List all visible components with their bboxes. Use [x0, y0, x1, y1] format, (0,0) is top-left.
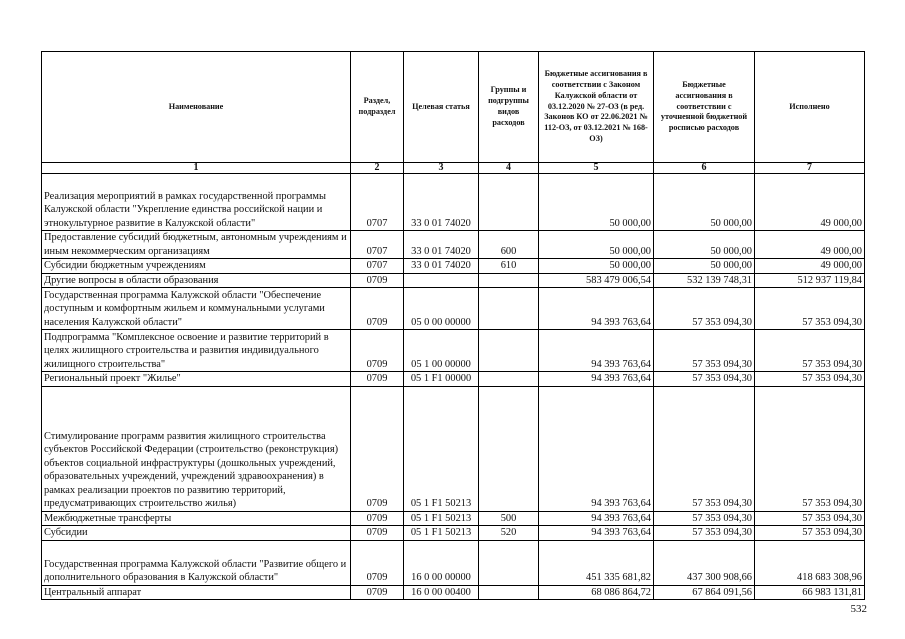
row-group [479, 585, 539, 600]
row-section: 0709 [351, 330, 404, 372]
header-budget-law: Бюджетные ассигнования в соответствии с Законом Калужской области от 03.12.2020 № 27-ОЗ (в ред. Законов КО от 22.06.2021 № 112-ОЗ, от 03.12.2021 № 168-ОЗ) [539, 52, 654, 163]
row-name: Межбюджетные трансферты [42, 511, 351, 526]
column-number: 1 [42, 163, 351, 174]
row-section: 0709 [351, 273, 404, 288]
row-name: Субсидии бюджетным учреждениям [42, 259, 351, 274]
row-name: Предоставление субсидий бюджетным, автономным учреждениям и иным некоммерческим организациям [42, 231, 351, 259]
row-article: 05 1 F1 50213 [404, 386, 479, 511]
row-name: Стимулирование программ развития жилищного строительства субъектов Российской Федерации (строительство (реконструкция) объектов социальной инфраструктуры (дошкольных учреждений, образовательных учреждений, учреждений здравоохранения) в рамках реализации проектов по развитию территорий, предусматривающих строительство жилья) [42, 386, 351, 511]
row-section: 0709 [351, 372, 404, 387]
row-group [479, 372, 539, 387]
row-group: 610 [479, 259, 539, 274]
row-group [479, 174, 539, 231]
row-budget-roll: 57 353 094,30 [654, 526, 755, 541]
row-budget-law: 94 393 763,64 [539, 386, 654, 511]
row-budget-roll: 67 864 091,56 [654, 585, 755, 600]
row-section: 0709 [351, 540, 404, 585]
row-executed: 418 683 308,96 [755, 540, 865, 585]
row-article: 33 0 01 74020 [404, 259, 479, 274]
row-budget-roll: 57 353 094,30 [654, 330, 755, 372]
row-budget-roll: 50 000,00 [654, 231, 755, 259]
row-executed: 66 983 131,81 [755, 585, 865, 600]
row-name: Государственная программа Калужской области "Обеспечение доступным и комфортным жильем и коммунальными услугами населения Калужской области" [42, 288, 351, 330]
row-article: 05 0 00 00000 [404, 288, 479, 330]
row-name: Центральный аппарат [42, 585, 351, 600]
row-executed: 512 937 119,84 [755, 273, 865, 288]
row-section: 0709 [351, 585, 404, 600]
row-article: 05 1 F1 50213 [404, 526, 479, 541]
row-group [479, 288, 539, 330]
row-section: 0707 [351, 231, 404, 259]
header-section: Раздел, подраздел [351, 52, 404, 163]
column-number: 7 [755, 163, 865, 174]
row-budget-law: 94 393 763,64 [539, 372, 654, 387]
row-section: 0707 [351, 259, 404, 274]
row-section: 0707 [351, 174, 404, 231]
row-article: 33 0 01 74020 [404, 174, 479, 231]
row-group [479, 273, 539, 288]
row-budget-law: 94 393 763,64 [539, 526, 654, 541]
row-group [479, 386, 539, 511]
row-group: 600 [479, 231, 539, 259]
row-group: 520 [479, 526, 539, 541]
header-row [42, 52, 865, 163]
row-article: 33 0 01 74020 [404, 231, 479, 259]
row-section: 0709 [351, 511, 404, 526]
row-budget-law: 50 000,00 [539, 259, 654, 274]
table-row [42, 540, 865, 585]
table-row [42, 273, 865, 288]
table-row [42, 231, 865, 259]
row-executed: 57 353 094,30 [755, 526, 865, 541]
row-budget-roll: 57 353 094,30 [654, 511, 755, 526]
table-row [42, 174, 865, 231]
row-article: 05 1 00 00000 [404, 330, 479, 372]
table-row [42, 259, 865, 274]
column-number: 4 [479, 163, 539, 174]
header-name: Наименование [42, 52, 351, 163]
row-executed: 49 000,00 [755, 231, 865, 259]
row-executed: 57 353 094,30 [755, 372, 865, 387]
column-number: 6 [654, 163, 755, 174]
row-executed: 49 000,00 [755, 174, 865, 231]
row-section: 0709 [351, 288, 404, 330]
row-name: Подпрограмма "Комплексное освоение и развитие территорий в целях жилищного строительства и развития индивидуального жилищного строительства" [42, 330, 351, 372]
row-name: Субсидии [42, 526, 351, 541]
row-article: 05 1 F1 50213 [404, 511, 479, 526]
row-budget-law: 94 393 763,64 [539, 288, 654, 330]
table-row [42, 386, 865, 511]
row-budget-law: 94 393 763,64 [539, 330, 654, 372]
budget-table [41, 51, 865, 600]
row-budget-roll: 532 139 748,31 [654, 273, 755, 288]
row-executed: 57 353 094,30 [755, 511, 865, 526]
row-name: Региональный проект "Жилье" [42, 372, 351, 387]
column-number: 3 [404, 163, 479, 174]
row-group: 500 [479, 511, 539, 526]
row-executed: 57 353 094,30 [755, 288, 865, 330]
row-group [479, 540, 539, 585]
row-budget-law: 451 335 681,82 [539, 540, 654, 585]
row-budget-law: 583 479 006,54 [539, 273, 654, 288]
header-article: Целевая статья [404, 52, 479, 163]
row-name: Другие вопросы в области образования [42, 273, 351, 288]
row-budget-law: 50 000,00 [539, 231, 654, 259]
row-budget-law: 68 086 864,72 [539, 585, 654, 600]
row-article: 16 0 00 00000 [404, 540, 479, 585]
row-budget-law: 94 393 763,64 [539, 511, 654, 526]
table-row [42, 511, 865, 526]
row-name: Государственная программа Калужской области "Развитие общего и дополнительного образования в Калужской области" [42, 540, 351, 585]
row-article: 05 1 F1 00000 [404, 372, 479, 387]
table-row [42, 330, 865, 372]
row-executed: 57 353 094,30 [755, 386, 865, 511]
column-number-row [42, 163, 865, 174]
row-budget-roll: 57 353 094,30 [654, 386, 755, 511]
column-number: 5 [539, 163, 654, 174]
row-section: 0709 [351, 526, 404, 541]
row-name: Реализация мероприятий в рамках государственной программы Калужской области "Укрепление единства российской нации и этнокультурное развитие в Калужской области" [42, 174, 351, 231]
row-group [479, 330, 539, 372]
header-group: Группы и подгруппы видов расходов [479, 52, 539, 163]
table-row [42, 585, 865, 600]
row-budget-roll: 57 353 094,30 [654, 372, 755, 387]
table-row [42, 288, 865, 330]
table-row [42, 372, 865, 387]
row-budget-roll: 57 353 094,30 [654, 288, 755, 330]
table-row [42, 526, 865, 541]
row-executed: 57 353 094,30 [755, 330, 865, 372]
row-article [404, 273, 479, 288]
row-executed: 49 000,00 [755, 259, 865, 274]
row-budget-roll: 50 000,00 [654, 259, 755, 274]
row-budget-law: 50 000,00 [539, 174, 654, 231]
page-number: 532 [850, 603, 867, 615]
row-budget-roll: 50 000,00 [654, 174, 755, 231]
row-budget-roll: 437 300 908,66 [654, 540, 755, 585]
header-executed: Исполнено [755, 52, 865, 163]
column-number: 2 [351, 163, 404, 174]
header-budget-roll: Бюджетные ассигнования в соответствии с уточненной бюджетной росписью расходов [654, 52, 755, 163]
row-section: 0709 [351, 386, 404, 511]
row-article: 16 0 00 00400 [404, 585, 479, 600]
